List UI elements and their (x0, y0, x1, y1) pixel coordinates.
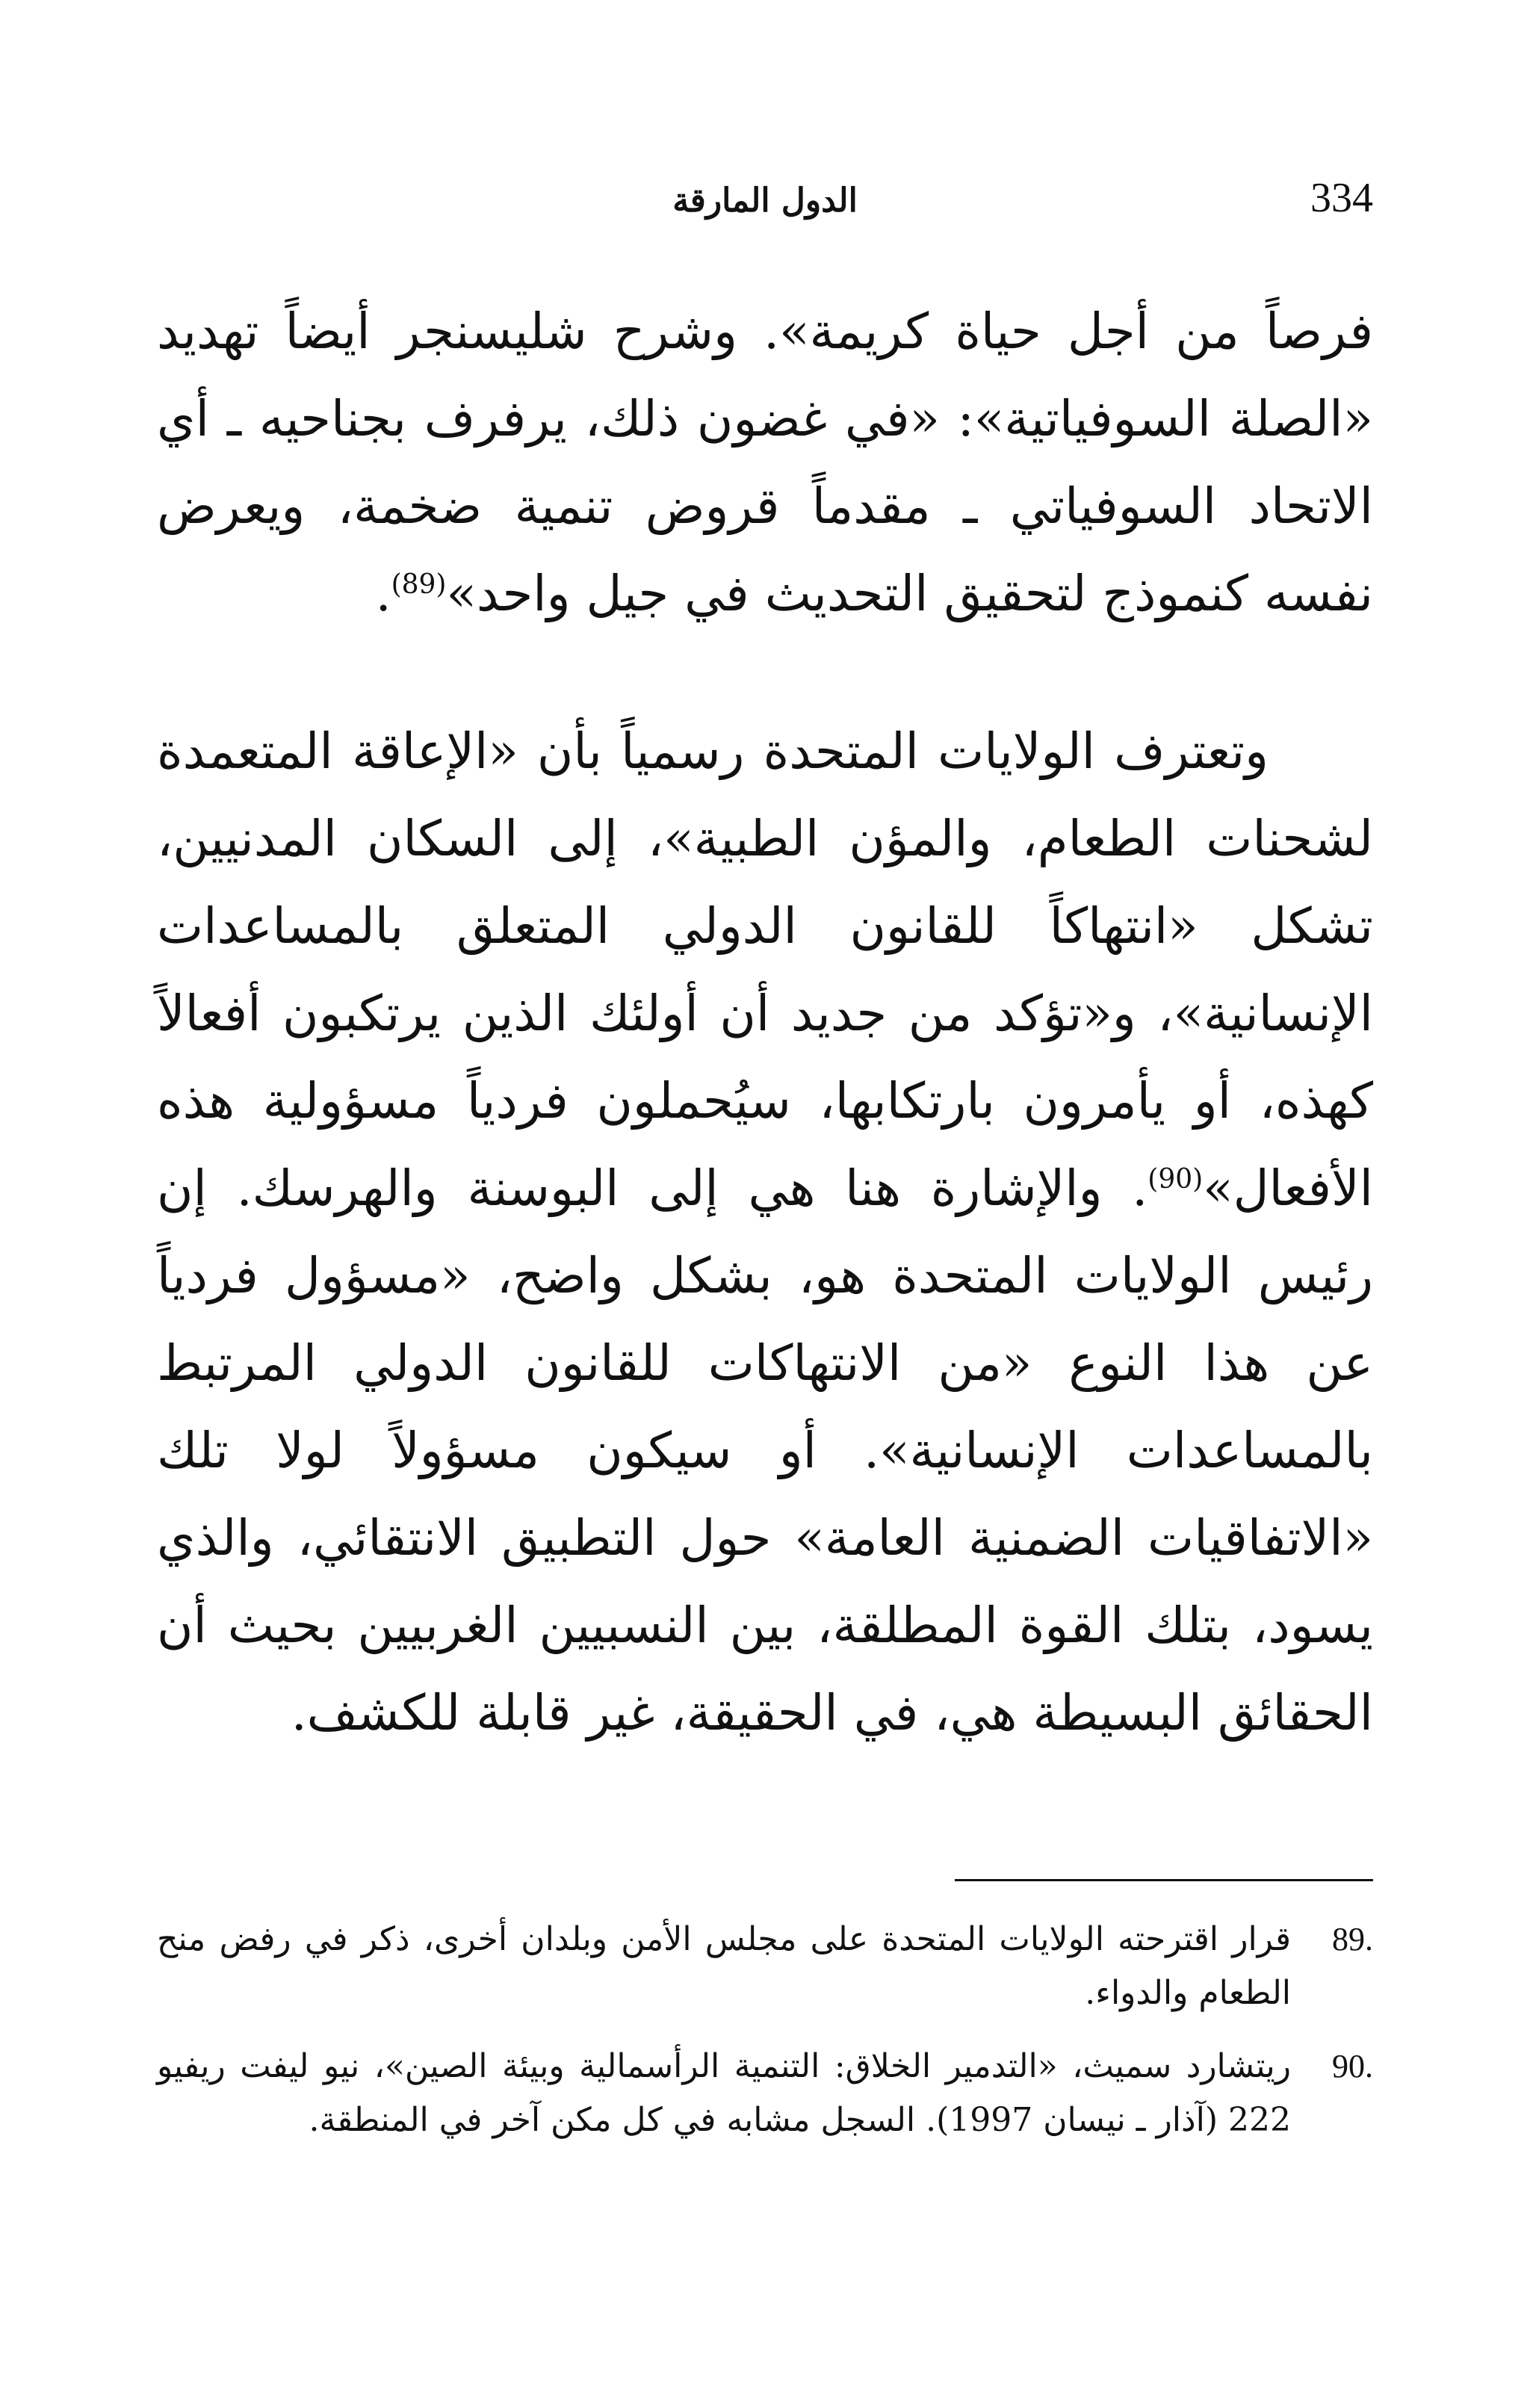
paragraph-spacer (157, 637, 1373, 708)
footnote-divider (955, 1879, 1373, 1881)
paragraph-text-end: . (375, 565, 391, 622)
footnotes (157, 1913, 1373, 2167)
page-number: 334 (1310, 175, 1373, 221)
footnote-item (157, 2040, 1373, 2147)
footnote-reference: (89) (391, 569, 447, 600)
paragraph (157, 288, 1373, 637)
footnote-number: 89. (1332, 1921, 1373, 1957)
page-header (157, 168, 1373, 235)
paragraph (157, 708, 1373, 1757)
footnote-reference: (90) (1148, 1164, 1204, 1195)
footnote-text: ريتشارد سميث، «التدمير الخلاق: التنمية الرأسمالية وبيئة الصين»، نيو ليفت ريفيو 222 (آذار ـ نيسان 1997). السجل مشابه في كل مكن آخر في المنطقة. (157, 2047, 1291, 2139)
footnote-number: 90. (1332, 2048, 1373, 2084)
running-title: الدول المارقة (672, 182, 858, 220)
paragraph-text-end: . والإشارة هنا هي إلى البوسنة والهرسك. إن رئيس الولايات المتحدة هو، بشكل واضح، «مسؤول فردياً عن هذا النوع «من الانتهاكات للقانون الدولي المرتبط بالمساعدات الإنسانية». أو سيكون مسؤولاً لولا تلك «الاتفاقيات الضمنية العامة» حول التطبيق الانتقائي، والذي يسود، بتلك القوة المطلقة، بين النسبيين الغربيين بحيث أن الحقائق البسيطة هي، في الحقيقة، غير قابلة للكشف. (157, 1160, 1373, 1742)
paragraph-text: فرصاً من أجل حياة كريمة». وشرح شليسنجر أيضاً تهديد «الصلة السوفياتية»: «في غضون ذلك، يرفرف بجناحيه ـ أي الاتحاد السوفياتي ـ مقدماً قروض تنمية ضخمة، ويعرض نفسه كنموذج لتحقيق التحديث في جيل واحد» (157, 303, 1373, 622)
paragraph-text: وتعترف الولايات المتحدة رسمياً بأن «الإعاقة المتعمدة لشحنات الطعام، والمؤن الطبية»، إلى السكان المدنيين، تشكل «انتهاكاً للقانون الدولي المتعلق بالمساعدات الإنسانية»، و«تؤكد من جديد أن أولئك الذين يرتكبون أفعالاً كهذه، أو يأمرون بارتكابها، سيُحملون فردياً مسؤولية هذه الأفعال» (157, 722, 1373, 1217)
body-text (157, 288, 1373, 1757)
footnote-item (157, 1913, 1373, 2020)
footnote-text: قرار اقترحته الولايات المتحدة على مجلس الأمن وبلدان أخرى، ذكر في رفض منح الطعام والدواء. (157, 1920, 1291, 2012)
